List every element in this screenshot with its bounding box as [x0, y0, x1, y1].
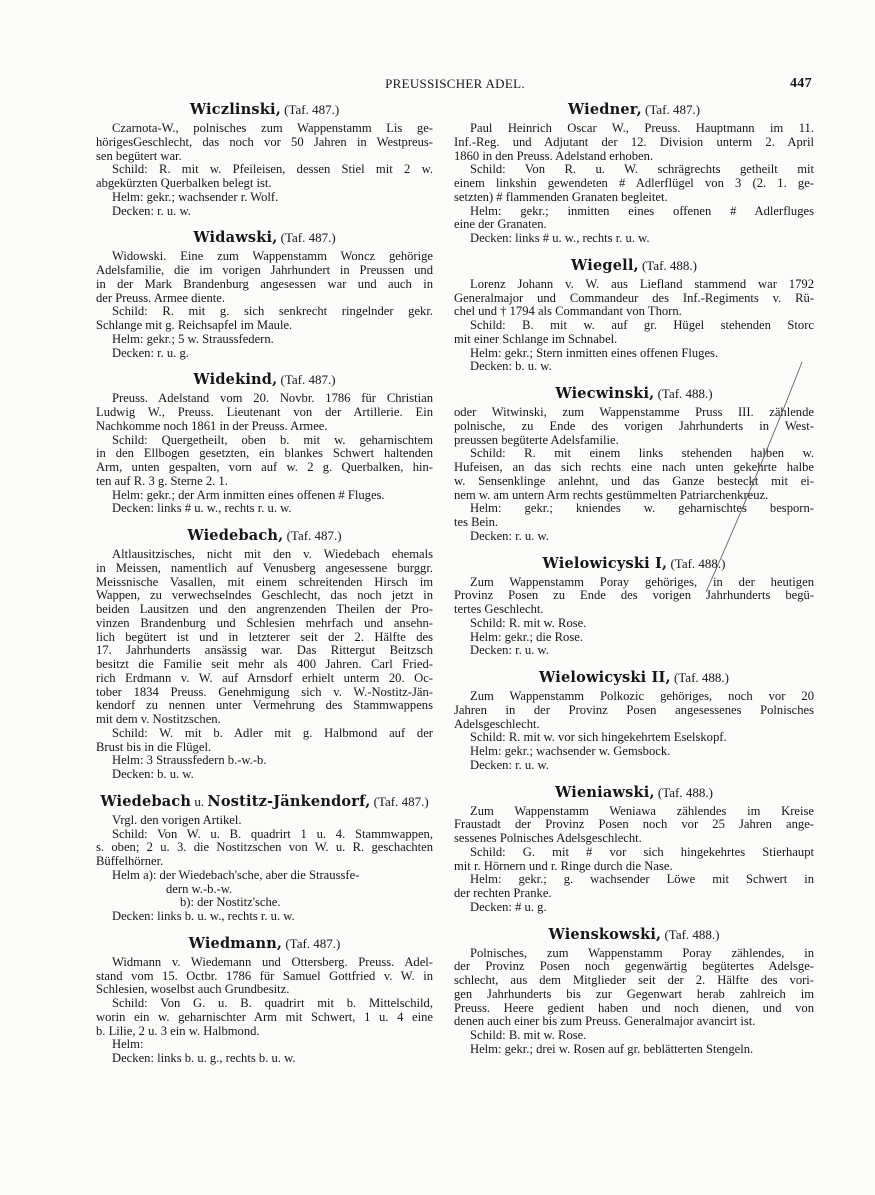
text-line: Altlausitzisches, nicht mit den v. Wiedebach ehemals	[112, 547, 433, 561]
plate-reference: (Taf. 488.)	[664, 926, 720, 942]
text-line: Decken: r. u. w.	[470, 528, 549, 543]
text-line: Fraustadt der Provinz Posen noch vor 25 Jahren ange-	[454, 817, 814, 832]
text-line: Helm: 3 Straussfedern b.-w.-b.	[112, 753, 267, 768]
plate-reference: (Taf. 487.)	[284, 102, 340, 117]
text-line: besitzt die Familie seit mehr als 400 Jahren. Carl Fried-	[96, 657, 433, 671]
text-line: Schlange mit g. Reichsapfel im Maule.	[96, 318, 293, 332]
text-line: in der Mark Brandenburg angesessen war und auch in	[96, 276, 433, 291]
text-line: Schild: Von G. u. B. quadrirt mit b. Mittelschild,	[112, 996, 433, 1010]
text-line: stand vom 15. Octbr. 1786 für Samuel Gottfried v. W. in	[96, 968, 433, 983]
text-line: tertes Geschlecht.	[454, 602, 544, 616]
plate-reference: (Taf. 487.)	[286, 528, 342, 543]
text-line: einem linkshin gewendeten # Adlerflügel von 3 (2. 1. ge-	[454, 176, 814, 190]
text-line: Schild: R. mit w. Rose.	[470, 615, 587, 630]
text-line: der Preuss. Armee diente.	[96, 290, 226, 305]
page-number: 447	[790, 76, 812, 91]
text-line: oder Witwinski, zum Wappenstamme Pruss III. zählende	[454, 405, 814, 419]
text-line: Polnisches, zum Wappenstamm Poray zählendes, in	[470, 945, 814, 960]
text-line: Schlesien, woselbst auch Grundbesitz.	[96, 982, 290, 997]
text-line: ten auf R. 3 g. Sterne 2. 1.	[96, 473, 228, 488]
text-line: hörigesGeschlecht, das noch vor 50 Jahren in Westpreus-	[96, 134, 433, 149]
text-line: tober 1834 Preuss. Genehmigung sich v. W.-Nostitz-Jän-	[96, 684, 433, 699]
entry-name: Wiedebach,	[187, 527, 284, 544]
text-line: Helm: gekr.; 5 w. Straussfedern.	[112, 331, 274, 346]
text-line: b. Lilie, 2 u. 3 ein w. Halbmond.	[96, 1023, 260, 1038]
text-line: Jahren in der Provinz Posen angesessenes Polnisches	[454, 702, 814, 717]
text-line: Decken: links b. u. w., rechts r. u. w.	[112, 909, 295, 923]
entry-name: Wienskowski,	[548, 925, 662, 943]
entry-name: Wielowicyski I,	[542, 554, 668, 572]
text-line: Schild: Quergetheilt, oben b. mit w. geharnischtem	[112, 432, 433, 447]
text-line: Helm: gekr.; die Rose.	[470, 629, 583, 644]
text-line: Helm: gekr.; inmitten eines offenen # Adlerfluges	[470, 203, 814, 218]
text-line: vinzen Brandenburg und Schlesien mehrfach und ansehn-	[96, 615, 433, 630]
text-line: beiden Lausitzen und den angrenzenden Theilen der Pro-	[96, 602, 433, 616]
plate-reference: (Taf. 487.)	[280, 230, 336, 246]
text-line: setzten) # flammenden Granaten begleitet.	[454, 189, 668, 204]
text-line: Helm: gekr.; kniendes w. geharnischtes besporn-	[470, 501, 814, 516]
text-line: Widmann v. Wiedemann und Ottersberg. Preuss. Adel-	[112, 954, 433, 969]
text-line: preussen begüterte Adelsfamilie.	[454, 432, 619, 447]
entry-name: Widekind,	[193, 371, 278, 389]
text-line: Preuss. Heere gedient haben und noch dienen, und von	[454, 1000, 814, 1015]
text-line: rich Erdmann v. W. auf Arnsdorf erhielt unterm 20. Oc-	[96, 670, 433, 685]
text-line: worin ein w. geharnischter Arm mit Schwert, 1 u. 4 eine	[96, 1009, 433, 1024]
text-line: Büffelhörner.	[96, 854, 164, 868]
text-line: 1860 in den Preuss. Adelstand erhoben.	[454, 148, 654, 163]
text-line: Decken: links # u. w., rechts r. u. w.	[470, 231, 650, 245]
text-line: Decken: links # u. w., rechts r. u. w.	[112, 501, 292, 516]
plate-reference: (Taf. 488.)	[673, 670, 729, 685]
text-line: Helm:	[112, 1037, 144, 1052]
text-line: s. oben; 2 u. 3. die Nostitzschen von W. u. R. geschachten	[96, 840, 433, 855]
text-line: w. Sensenklinge anlehnt, und das Ganze besteckt mit ei-	[454, 473, 814, 488]
text-line: Zum Wappenstamm Polkozic gehöriges, noch vor 20	[470, 689, 814, 703]
text-line: Adelsgeschlecht.	[454, 716, 540, 731]
text-line: Nachkomme noch 1861 in der Preuss. Armee.	[96, 418, 328, 433]
plate-reference: (Taf. 488.)	[657, 784, 713, 800]
text-line: Helm: gekr.; drei w. Rosen auf gr. beblätterten Stengeln.	[470, 1041, 754, 1056]
text-line: Schild: R. mit g. sich senkrecht ringelnder gekr.	[112, 304, 433, 319]
text-line: Vrgl. den vorigen Artikel.	[112, 812, 242, 827]
text-line: Decken: b. u. w.	[470, 359, 552, 374]
entry-name: Wieniawski,	[555, 783, 655, 801]
plate-reference: (Taf. 488.)	[670, 555, 726, 571]
text-line: Schild: R. mit einem links stehenden halben w.	[470, 446, 814, 461]
text-line: sessenes Polnisches Adelsgeschlecht.	[454, 831, 642, 845]
text-line: sen begütert war.	[96, 148, 182, 163]
text-line: 17. Jahrhunderts ansässig war. Das Rittergut Beitzsch	[96, 643, 433, 658]
text-line: mit dem v. Nostitzschen.	[96, 712, 221, 726]
text-line: Provinz Posen zu Ende des vorigen Jahrhunderts begü-	[454, 588, 814, 603]
text-line: Zum Wappenstamm Poray gehöriges, in der heutigen	[470, 574, 814, 589]
text-line: eine der Granaten.	[454, 217, 547, 232]
text-line: lich begütert ist und in letzterer seit der 2. Hälfte des	[96, 629, 433, 644]
text-line: tes Bein.	[454, 515, 499, 529]
text-line: Schild: B. mit w. auf gr. Hügel stehenden Storc	[470, 318, 814, 332]
text-line: Helm: gekr.; g. wachsender Löwe mit Schwert in	[470, 872, 814, 887]
text-line: Inf.-Reg. und Adjutant der 12. Division unterm 2. April	[454, 134, 814, 149]
text-line: denen auch einer bis zum Preuss. Generalmajor avancirt ist.	[454, 1014, 756, 1029]
text-line: Decken: r. u. g.	[112, 345, 189, 360]
text-line: Helm: gekr.; der Arm inmitten eines offenen # Fluges.	[112, 487, 385, 502]
entry-name: Wiedmann,	[188, 934, 283, 952]
text-line: Decken: r. u. w.	[470, 757, 549, 772]
text-line: Helm: gekr.; wachsender r. Wolf.	[112, 189, 279, 204]
running-title: PREUSSISCHER ADEL.	[385, 76, 525, 91]
text-line: Schild: R. mit w. Pfeileisen, dessen Stiel mit 2 w.	[112, 162, 433, 177]
text-line: Generalmajor und Commandeur des Inf.-Regiments v. Rü-	[454, 290, 814, 305]
text-line: nem w. am untern Arm rechts gestümmelten Patriarchenkreuz.	[454, 487, 769, 502]
text-line: in Meissen, namentlich auf Venusberg angesessene burggr.	[96, 560, 433, 575]
plate-reference: (Taf. 487.)	[280, 372, 336, 388]
entry-name: Wiczlinski,	[189, 101, 281, 118]
text-line: Zum Wappenstamm Weniawa zählendes im Kreise	[470, 803, 814, 818]
text-line: mit r. Hörnern und r. Ringe durch die Nase.	[454, 858, 673, 873]
text-line: Schild: R. mit w. vor sich hingekehrtem Eselskopf.	[470, 730, 727, 745]
text-line: polnische, zu Ende des vorigen Jahrhunderts in West-	[454, 418, 814, 433]
entry-connector: u.	[191, 793, 208, 809]
text-line: Decken: links b. u. g., rechts b. u. w.	[112, 1051, 296, 1065]
entry-name: Nostitz-Jänkendorf,	[207, 792, 371, 810]
text-line: Preuss. Adelstand vom 20. Novbr. 1786 für Christian	[112, 391, 433, 406]
text-line: chel und † 1794 als Commandant von Thorn.	[454, 304, 682, 319]
text-line: Brust bis in die Flügel.	[96, 739, 212, 754]
entry-name: Wiegell,	[571, 256, 639, 274]
text-line: Schild: B. mit w. Rose.	[470, 1028, 587, 1042]
text-line: Meissnische Vasallen, mit einem schreitenden Hirsch im	[96, 574, 433, 589]
text-line: Schild: G. mit # vor sich hingekehrtes Stierhaupt	[470, 844, 814, 859]
text-line: gen Jahrhunderts bis zur Gegenwart herab zahlreich im	[454, 986, 814, 1001]
text-line: Decken: b. u. w.	[112, 767, 194, 781]
text-line: in den Ellbogen gesetzten, ein blankes Schwert haltenden	[96, 446, 433, 461]
text-line: Lorenz Johann v. W. aus Liefland stammend war 1792	[470, 276, 814, 291]
text-line: Helm a): der Wiedebach'sche, aber die Straussfe-	[112, 867, 360, 882]
text-line: Widowski. Eine zum Wappenstamm Woncz gehörige	[112, 249, 433, 264]
plate-reference: (Taf. 488.)	[657, 386, 713, 401]
entry-name: Widawski,	[193, 229, 278, 247]
text-line: Decken: # u. g.	[470, 899, 547, 914]
text-line: Decken: r. u. w.	[112, 203, 191, 218]
plate-reference: (Taf. 487.)	[373, 793, 429, 809]
text-line: der Provinz Posen noch gegenwärtig begütertes Adelsge-	[454, 959, 814, 974]
text-line: der rechten Pranke.	[454, 886, 552, 900]
text-line: mit einer Schlange im Schnabel.	[454, 331, 618, 346]
text-line: Ludwig W., Preuss. Lieutenant von der Artillerie. Ein	[96, 405, 433, 419]
text-line: schlecht, aus dem Mitglieder seit der 2. Hälfte des vori-	[454, 973, 814, 987]
text-line: dern w.-b.-w.	[166, 881, 233, 896]
plate-reference: (Taf. 488.)	[641, 257, 697, 273]
plate-reference: (Taf. 487.)	[285, 935, 341, 951]
text-line: Schild: Von W. u. B. quadrirt 1 u. 4. Stammwappen,	[112, 826, 433, 841]
text-line: Helm: gekr.; Stern inmitten eines offenen Fluges.	[470, 345, 719, 360]
plate-reference: (Taf. 487.)	[645, 102, 701, 117]
text-line: abgekürzten Querbalken belegt ist.	[96, 176, 272, 190]
entry-name: Wiedebach	[100, 792, 192, 810]
text-line: Arm, unten gespalten, vorn auf w. 2 g. Querbalken, hin-	[96, 460, 433, 474]
text-line: Schild: Von R. u. W. schrägrechts getheilt mit	[470, 162, 814, 177]
text-line: Paul Heinrich Oscar W., Preuss. Hauptmann im 11.	[470, 121, 814, 135]
text-line: Adelsfamilie, die im vorigen Jahrhundert in Preussen und	[96, 263, 433, 277]
text-line: Decken: r. u. w.	[470, 643, 549, 658]
text-line: kendorf zu nennen unter Vermehrung des Stammwappens	[96, 698, 433, 713]
text-line: Czarnota-W., polnisches zum Wappenstamm Lis ge-	[112, 121, 433, 135]
entry-name: Wiedner,	[567, 101, 642, 118]
text-line: Hufeisen, an das sich rechts eine nach unten gekehrte halbe	[454, 460, 814, 474]
text-line: Helm: gekr.; wachsender w. Gemsbock.	[470, 744, 671, 758]
text-line: b): der Nostitz'sche.	[180, 895, 281, 910]
entry-name: Wielowicyski II,	[539, 669, 671, 686]
text-line: Schild: W. mit b. Adler mit g. Halbmond auf der	[112, 725, 433, 740]
entry-name: Wiecwinski,	[555, 385, 655, 402]
text-line: Wappen, zu verwechselndes Geschlecht, das noch jetzt in	[96, 588, 433, 603]
